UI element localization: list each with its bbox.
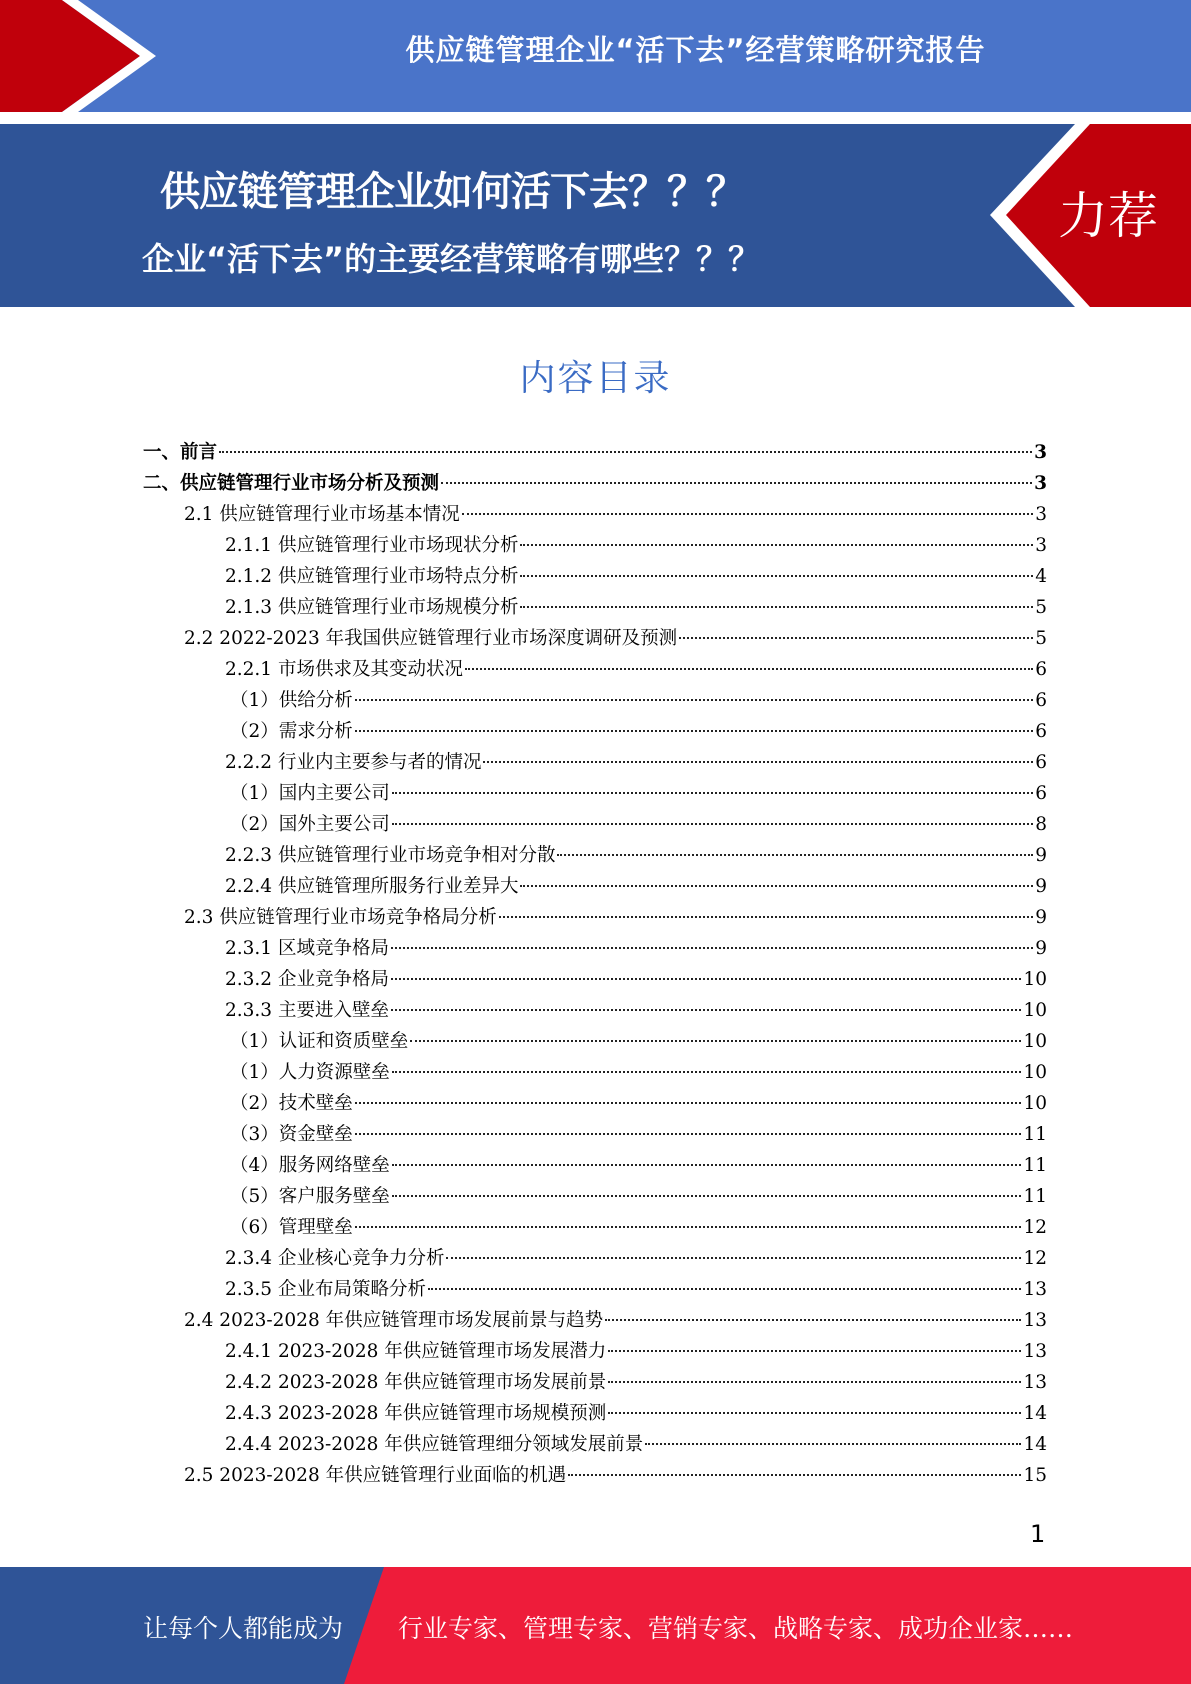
toc-leader-dots [392, 1164, 1022, 1166]
toc-entry[interactable] [143, 438, 1047, 468]
toc-entry-page: 10 [1023, 1000, 1047, 1021]
toc-entry-page: 13 [1023, 1310, 1047, 1331]
toc-heading: 内容目录 [519, 358, 672, 399]
toc-entry-title: 2.3.4 企业核心竞争力分析 [225, 1248, 445, 1269]
footer-slogan-left: 让每个人都能成为 [143, 1614, 344, 1643]
toc-entry-title: （2）技术壁垒 [230, 1093, 353, 1114]
toc-entry-title: （1）人力资源壁垒 [230, 1062, 390, 1083]
toc-entry[interactable] [230, 1182, 1047, 1212]
headline-question-1: 供应链管理企业如何活下去？？？ [160, 169, 745, 215]
toc-entry-page: 6 [1035, 721, 1047, 742]
toc-entry-title: 2.1.2 供应链管理行业市场特点分析 [225, 566, 519, 587]
toc-entry-page: 10 [1023, 1031, 1047, 1052]
toc-entry[interactable] [184, 1461, 1047, 1491]
toc-entry-page: 5 [1035, 628, 1047, 649]
toc-entry[interactable] [225, 872, 1047, 902]
toc-entry[interactable] [230, 779, 1047, 809]
toc-entry-page: 4 [1035, 566, 1047, 587]
toc-entry-title: 一、前言 [143, 442, 218, 463]
toc-leader-dots [392, 823, 1033, 825]
toc-leader-dots [608, 1381, 1021, 1383]
toc-entry-title: 2.1.3 供应链管理行业市场规模分析 [225, 597, 519, 618]
toc-entry[interactable] [230, 717, 1047, 747]
toc-entry-page: 10 [1023, 1093, 1047, 1114]
toc-entry-title: （2）需求分析 [230, 721, 353, 742]
toc-entry[interactable] [230, 686, 1047, 716]
toc-entry-title: 2.4.3 2023-2028 年供应链管理市场规模预测 [225, 1403, 607, 1424]
banner-divider [0, 112, 1191, 124]
toc-entry[interactable] [230, 1213, 1047, 1243]
toc-entry-title: 2.2.1 市场供求及其变动状况 [225, 659, 463, 680]
page-number: 1 [1030, 1520, 1046, 1548]
toc-entry-page: 8 [1035, 814, 1047, 835]
toc-leader-dots [645, 1443, 1021, 1445]
toc-entry-page: 12 [1023, 1248, 1047, 1269]
toc-entry[interactable] [225, 531, 1047, 561]
toc-leader-dots [392, 792, 1033, 794]
footer-slogan-right: 行业专家、管理专家、营销专家、战略专家、成功企业家…… [398, 1614, 1074, 1643]
toc-entry-title: （1）认证和资质壁垒 [230, 1031, 409, 1052]
toc-entry-title: （6）管理壁垒 [230, 1217, 353, 1238]
toc-entry-title: 2.5 2023-2028 年供应链管理行业面临的机遇 [184, 1465, 567, 1486]
toc-entry-page: 15 [1023, 1465, 1047, 1486]
toc-entry-title: 2.4 2023-2028 年供应链管理市场发展前景与趋势 [184, 1310, 604, 1331]
toc-leader-dots [219, 451, 1032, 453]
toc-leader-dots [465, 668, 1033, 670]
toc-entry-title: 2.4.2 2023-2028 年供应链管理市场发展前景 [225, 1372, 607, 1393]
toc-entry[interactable] [230, 1027, 1047, 1057]
toc-entry-title: 2.1 供应链管理行业市场基本情况 [184, 504, 460, 525]
toc-entry-page: 6 [1035, 783, 1047, 804]
toc-entry-title: （2）国外主要公司 [230, 814, 390, 835]
toc-leader-dots [355, 1133, 1022, 1135]
toc-entry-title: 2.2 2022-2023 年我国供应链管理行业市场深度调研及预测 [184, 628, 678, 649]
toc-entry[interactable] [184, 624, 1047, 654]
toc-entry-page: 14 [1023, 1434, 1047, 1455]
toc-entry-page: 6 [1035, 690, 1047, 711]
toc-entry[interactable] [225, 1337, 1047, 1367]
toc-entry[interactable] [225, 841, 1047, 871]
toc-leader-dots [428, 1288, 1021, 1290]
toc-leader-dots [520, 544, 1033, 546]
toc-entry-page: 6 [1035, 659, 1047, 680]
toc-entry-page: 11 [1023, 1186, 1047, 1207]
toc-entry-page: 13 [1023, 1341, 1047, 1362]
toc-leader-dots [608, 1412, 1021, 1414]
toc-entry-page: 11 [1023, 1124, 1047, 1145]
toc-entry-title: 2.4.1 2023-2028 年供应链管理市场发展潜力 [225, 1341, 607, 1362]
toc-entry[interactable] [225, 562, 1047, 592]
toc-entry-title: 2.3.3 主要进入壁垒 [225, 1000, 389, 1021]
toc-entry-title: 2.2.3 供应链管理行业市场竞争相对分散 [225, 845, 556, 866]
toc-entry-page: 9 [1035, 938, 1047, 959]
toc-entry-page: 6 [1035, 752, 1047, 773]
toc-entry-page: 11 [1023, 1155, 1047, 1176]
toc-entry-page: 3 [1035, 504, 1047, 525]
toc-entry-title: 2.2.2 行业内主要参与者的情况 [225, 752, 482, 773]
toc-leader-dots [520, 575, 1033, 577]
toc-entry-page: 12 [1023, 1217, 1047, 1238]
toc-leader-dots [410, 1040, 1021, 1042]
footer [0, 1567, 1191, 1684]
toc-entry[interactable] [184, 1306, 1047, 1336]
toc-entry-page: 3 [1035, 535, 1047, 556]
toc-entry-page: 9 [1035, 907, 1047, 928]
toc-leader-dots [462, 513, 1033, 515]
toc-entry-page: 9 [1035, 845, 1047, 866]
toc-entry-title: 二、供应链管理行业市场分析及预测 [143, 473, 440, 494]
toc-leader-dots [446, 1257, 1021, 1259]
toc-leader-dots [355, 1226, 1022, 1228]
toc-leader-dots [568, 1474, 1021, 1476]
toc-entry[interactable] [225, 748, 1047, 778]
toc-entry[interactable] [230, 1089, 1047, 1119]
toc-entry[interactable] [225, 1368, 1047, 1398]
toc-entry[interactable] [225, 1244, 1047, 1274]
toc-entry-page: 10 [1023, 969, 1047, 990]
toc-leader-dots [520, 606, 1033, 608]
toc-entry[interactable] [184, 903, 1047, 933]
toc-entry-title: 2.1.1 供应链管理行业市场现状分析 [225, 535, 519, 556]
toc-entry-title: （4）服务网络壁垒 [230, 1155, 390, 1176]
toc-leader-dots [391, 947, 1033, 949]
toc-leader-dots [441, 482, 1032, 484]
toc-entry-page: 10 [1023, 1062, 1047, 1083]
toc-leader-dots [355, 1102, 1022, 1104]
toc-entry-page: 13 [1023, 1372, 1047, 1393]
recommend-badge: 力荐 [1058, 187, 1158, 245]
toc-entry-title: （1）国内主要公司 [230, 783, 390, 804]
toc-entry-page: 5 [1035, 597, 1047, 618]
toc-leader-dots [557, 854, 1033, 856]
toc-entry-title: 2.4.4 2023-2028 年供应链管理细分领域发展前景 [225, 1434, 644, 1455]
toc-entry[interactable] [143, 469, 1047, 499]
toc-entry[interactable] [225, 655, 1047, 685]
toc-entry[interactable] [230, 810, 1047, 840]
toc-entry[interactable] [225, 1399, 1047, 1429]
toc-entry-title: 2.3 供应链管理行业市场竞争格局分析 [184, 907, 497, 928]
toc-leader-dots [392, 1195, 1022, 1197]
toc-leader-dots [355, 730, 1033, 732]
headline-band [0, 124, 1191, 307]
toc-entry[interactable] [184, 500, 1047, 530]
toc-entry-page: 9 [1035, 876, 1047, 897]
toc-leader-dots [679, 637, 1033, 639]
toc-leader-dots [391, 1009, 1021, 1011]
toc-entry[interactable] [225, 1430, 1047, 1460]
toc-entry-title: 2.3.2 企业竞争格局 [225, 969, 389, 990]
toc-leader-dots [608, 1350, 1021, 1352]
toc-entry[interactable] [230, 1120, 1047, 1150]
toc-entry-title: 2.3.1 区域竞争格局 [225, 938, 389, 959]
toc-leader-dots [391, 978, 1021, 980]
toc-entry[interactable] [225, 965, 1047, 995]
toc-entry[interactable] [225, 593, 1047, 623]
toc-entry-page: 3 [1034, 442, 1047, 463]
headline-question-2: 企业“活下去”的主要经营策略有哪些？？？ [142, 240, 761, 278]
toc-entry[interactable] [225, 934, 1047, 964]
toc-entry-title: （1）供给分析 [230, 690, 353, 711]
toc-leader-dots [499, 916, 1033, 918]
report-title: 供应链管理企业“活下去”经营策略研究报告 [405, 33, 986, 67]
toc-entry[interactable] [230, 1151, 1047, 1181]
toc-leader-dots [483, 761, 1033, 763]
toc-entry-title: （5）客户服务壁垒 [230, 1186, 390, 1207]
toc-entry-page: 14 [1023, 1403, 1047, 1424]
toc-leader-dots [605, 1319, 1021, 1321]
toc-entry[interactable] [225, 996, 1047, 1026]
toc-entry-title: （3）资金壁垒 [230, 1124, 353, 1145]
toc-entry-title: 2.3.5 企业布局策略分析 [225, 1279, 426, 1300]
toc-leader-dots [355, 699, 1033, 701]
toc-entry-page: 13 [1023, 1279, 1047, 1300]
toc-entry-title: 2.2.4 供应链管理所服务行业差异大 [225, 876, 519, 897]
toc-leader-dots [392, 1071, 1022, 1073]
toc-leader-dots [520, 885, 1033, 887]
toc-entry[interactable] [225, 1275, 1047, 1305]
toc-entry[interactable] [230, 1058, 1047, 1088]
toc-entry-page: 3 [1034, 473, 1047, 494]
top-banner [0, 0, 1191, 112]
